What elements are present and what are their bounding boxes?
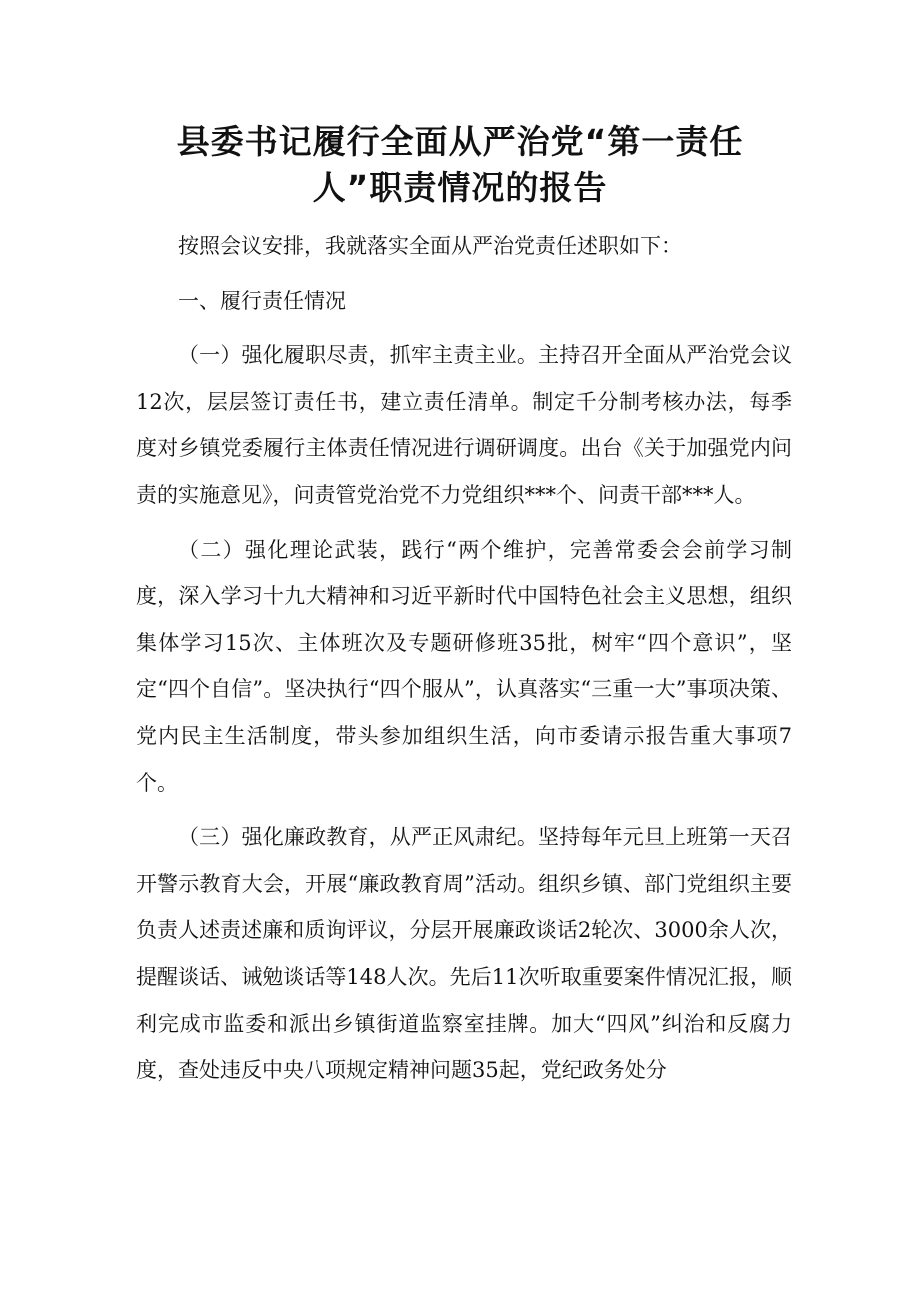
document-title-line-2: 人”职责情况的报告	[312, 168, 608, 207]
paragraph-item-2: （二）强化理论武装，践行“两个维护，完善常委会会前学习制度，深入学习十九大精神和习近平新时代中国特色社会主义思想，组织集体学习15次、主体班次及专题研修班35批，树牢“四个意识”，坚定“四个自信”。坚决执行“四个服从”，认真落实“三重一大”事项决策、党内民主生活制度，带头参加组织生活，向市委请示报告重大事项7个。	[136, 537, 792, 795]
document-title-line-1: 县委书记履行全面从严治党“第一责任	[176, 122, 744, 161]
section-heading-1: 一、履行责任情况	[178, 288, 346, 313]
paragraph-item-3: （三）强化廉政教育，从严正风肃纪。坚持每年元旦上班第一天召开警示教育大会，开展“廉政教育周”活动。组织乡镇、部门党组织主要负责人述责述廉和质询评议，分层开展廉政谈话2轮次、3000余人次，提醒谈话、诫勉谈话等148人次。先后11次听取重要案件情况汇报，顺利完成市监委和派出乡镇街道监察室挂牌。加大“四风”纠治和反腐力度，查处违反中央八项规定精神问题35起，党纪政务处分	[136, 825, 792, 1083]
intro-paragraph: 按照会议安排，我就落实全面从严治党责任述职如下：	[178, 234, 682, 258]
document-body	[136, 223, 792, 1094]
paragraph-item-1: （一）强化履职尽责，抓牢主责主业。主持召开全面从严治党会议12次，层层签订责任书，建立责任清单。制定千分制考核办法，每季度对乡镇党委履行主体责任情况进行调研调度。出台《关于加强党内问责的实施意见》，问责管党治党不力党组织***个、问责干部***人。	[136, 343, 792, 507]
